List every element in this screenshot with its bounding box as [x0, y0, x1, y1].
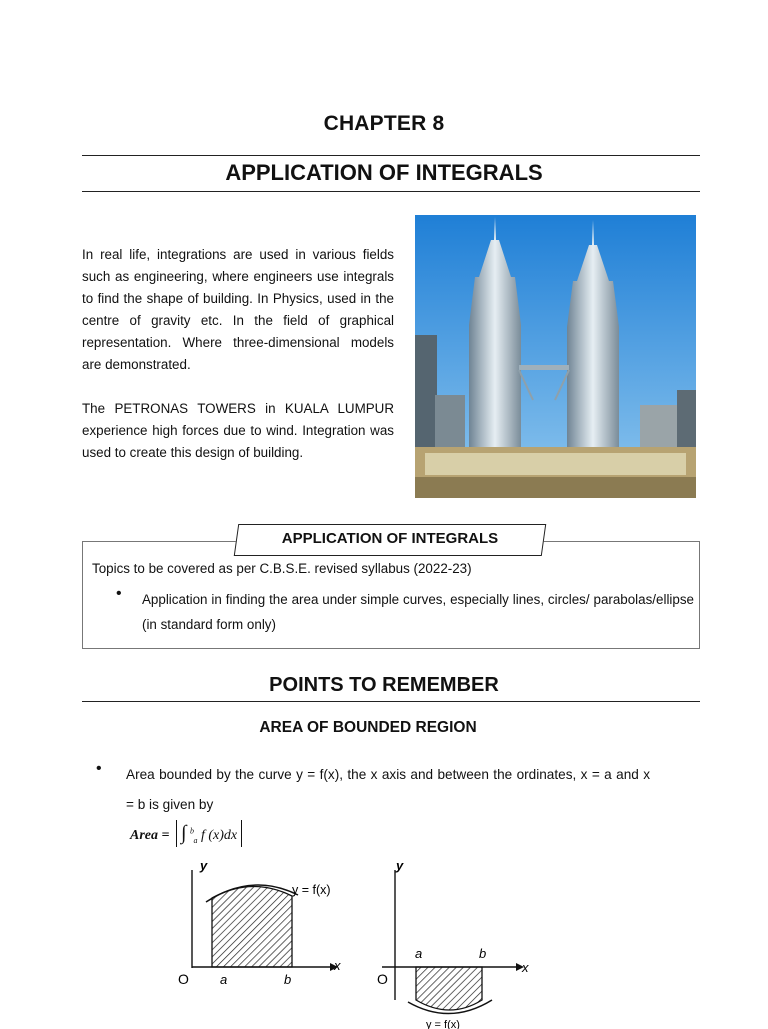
- chapter-number: CHAPTER 8: [323, 112, 445, 135]
- formula-integrand: f (x)dx: [200, 828, 238, 843]
- section-heading: POINTS TO REMEMBER: [269, 674, 499, 696]
- graph-1-curve-label: y = f(x): [292, 883, 331, 897]
- graph-1-origin-label: O: [178, 971, 189, 987]
- subsection-heading: AREA OF BOUNDED REGION: [259, 719, 477, 736]
- area-graphs: [170, 850, 550, 1029]
- syllabus-item: Application in finding the area under simple curves, especially lines, circles/ parabolas/ellipse (in standard form only): [142, 592, 694, 632]
- graph-1-x-label: x: [334, 958, 341, 973]
- area-formula: [130, 820, 242, 847]
- formula-lower-limit: a: [193, 835, 198, 845]
- graph-1-shaded-area: [212, 886, 292, 967]
- syllabus-bullet: •: [116, 585, 122, 602]
- graph-1-b-label: b: [284, 972, 292, 987]
- graph-2-shaded-area: [416, 967, 482, 1010]
- point-text: Area bounded by the curve y = f(x), the x axis and between the ordinates, x = a and x = b is given by: [126, 767, 650, 812]
- title-rule-top: [82, 155, 700, 156]
- graph-2: [377, 858, 529, 1029]
- graph-2-curve-label: y = f(x): [426, 1019, 460, 1029]
- chapter-title: APPLICATION OF INTEGRALS: [225, 160, 543, 185]
- formula-left: Area =: [130, 828, 170, 843]
- graph-1-y-label: y: [200, 858, 208, 873]
- syllabus-box-heading: APPLICATION OF INTEGRALS: [281, 530, 499, 547]
- graph-2-x-label: x: [522, 960, 529, 975]
- graph-2-b-label: b: [479, 946, 487, 961]
- section-rule: [82, 701, 700, 702]
- syllabus-topics-line: Topics to be covered as per C.B.S.E. revised syllabus (2022-23): [92, 561, 472, 576]
- petronas-towers-photo: [415, 215, 696, 498]
- formula-upper-limit: b: [189, 826, 194, 836]
- graph-2-y-label: y: [396, 858, 404, 873]
- intro-paragraph-1: In real life, integrations are used in various fields such as engineering, where engineers use integrals to find the shape of building. In Physics, used in the centre of gravity etc. In the field of graphical representation. Where three-dimensional models are demonstrated.: [82, 247, 394, 372]
- graph-1: [178, 858, 341, 987]
- intro-paragraph-2: The PETRONAS TOWERS in KUALA LUMPUR experience high forces due to wind. Integration was used to create this design of building.: [82, 401, 394, 460]
- point-bullet: •: [96, 760, 102, 777]
- graph-1-a-label: a: [220, 972, 228, 987]
- title-rule-bottom: [82, 191, 700, 192]
- graph-2-a-label: a: [415, 946, 423, 961]
- integral-sign-icon: ∫: [180, 822, 187, 844]
- graph-2-origin-label: O: [377, 971, 388, 987]
- formula-abs-bars: [176, 820, 242, 847]
